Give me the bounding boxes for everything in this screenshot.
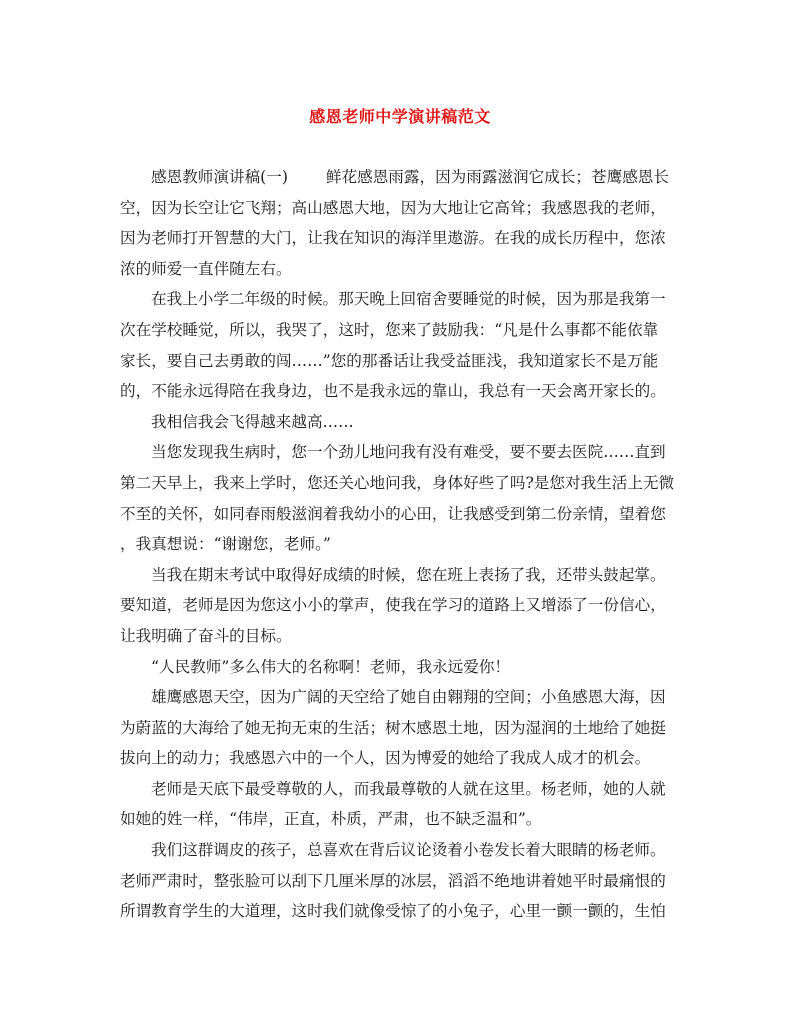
paragraph-line: 老师是天底下最受尊敬的人，而我最尊敬的人就在这里。杨老师，她的人就: [151, 779, 666, 798]
paragraph-line: 所谓教育学生的大道理，这时我们就像受惊了的小兔子，心里一颤一颤的，生怕: [120, 902, 666, 921]
paragraph-line: 拔向上的动力；我感恩六中的一个人，因为博爱的她给了我成人成才的机会。: [120, 749, 651, 768]
paragraph-line: 让我明确了奋斗的目标。: [120, 626, 292, 645]
document-title: 感恩老师中学演讲稿范文: [309, 107, 491, 126]
paragraph-line: 老师严肃时，整张脸可以刮下几厘米厚的冰层，滔滔不绝地讲着她平时最痛恨的: [120, 871, 666, 890]
paragraph-line: 在我上小学二年级的时候。那天晚上回宿舍要睡觉的时候，因为那是我第一: [151, 290, 666, 309]
paragraph-line: 当我在期末考试中取得好成绩的时候，您在班上表扬了我，还带头鼓起掌。: [151, 565, 666, 584]
paragraph-line: 空，因为长空让它飞翔；高山感恩大地，因为大地让它高耸；我感恩我的老师，: [120, 198, 666, 217]
section-heading: 感恩教师演讲稿(一): [151, 168, 288, 186]
paragraph-line: 因为老师打开智慧的大门，让我在知识的海洋里遨游。在我的成长历程中，您浓: [120, 229, 666, 248]
paragraph-line: 要知道，老师是因为您这小小的掌声，使我在学习的道路上又增添了一份信心，: [120, 596, 666, 615]
paragraph-line: “人民教师”多么伟大的名称啊！老师，我永远爱你！: [151, 657, 511, 676]
paragraph-line: 次在学校睡觉，所以，我哭了，这时，您来了鼓励我：“凡是什么事都不能依靠: [120, 320, 659, 339]
paragraph-line: ，我真想说：“谢谢您，老师。”: [120, 535, 331, 554]
paragraph-line: 为蔚蓝的大海给了她无拘无束的生活；树木感恩土地，因为湿润的土地给了她挺: [120, 718, 666, 737]
document-body: [120, 162, 690, 927]
paragraph-line: 第二天早上，我来上学时，您还关心地问我，身体好些了吗?是您对我生活上无微: [120, 473, 675, 492]
paragraph-line: 如她的姓一样，“伟岸，正直，朴质，严肃，也不缺乏温和”。: [120, 810, 542, 829]
paragraph-line: 的，不能永远得陪在我身边，也不是我永远的靠山，我总有一天会离开家长的。: [120, 382, 666, 401]
paragraph-line: 不至的关怀，如同春雨般滋润着我幼小的心田，让我感受到第二份亲情，望着您: [120, 504, 666, 523]
paragraph-line: 雄鹰感恩天空，因为广阔的天空给了她自由翱翔的空间；小鱼感恩大海，因: [151, 688, 666, 707]
paragraph-line: 浓的师爱一直伴随左右。: [120, 259, 292, 278]
paragraph-line: 当您发现我生病时，您一个劲儿地问我有没有难受，要不要去医院……直到: [151, 443, 666, 462]
paragraph-line: 我相信我会飞得越来越高……: [151, 412, 354, 431]
paragraph-line: 我们这群调皮的孩子，总喜欢在背后议论烫着小卷发长着大眼睛的杨老师。: [151, 841, 666, 860]
paragraph-line: 家长，要自己去勇敢的闯……”您的那番话让我受益匪浅，我知道家长不是万能: [120, 351, 659, 370]
paragraph-line: 感恩教师演讲稿(一) 鲜花感恩雨露，因为雨露滋润它成长；苍鹰感恩长: [151, 168, 669, 186]
